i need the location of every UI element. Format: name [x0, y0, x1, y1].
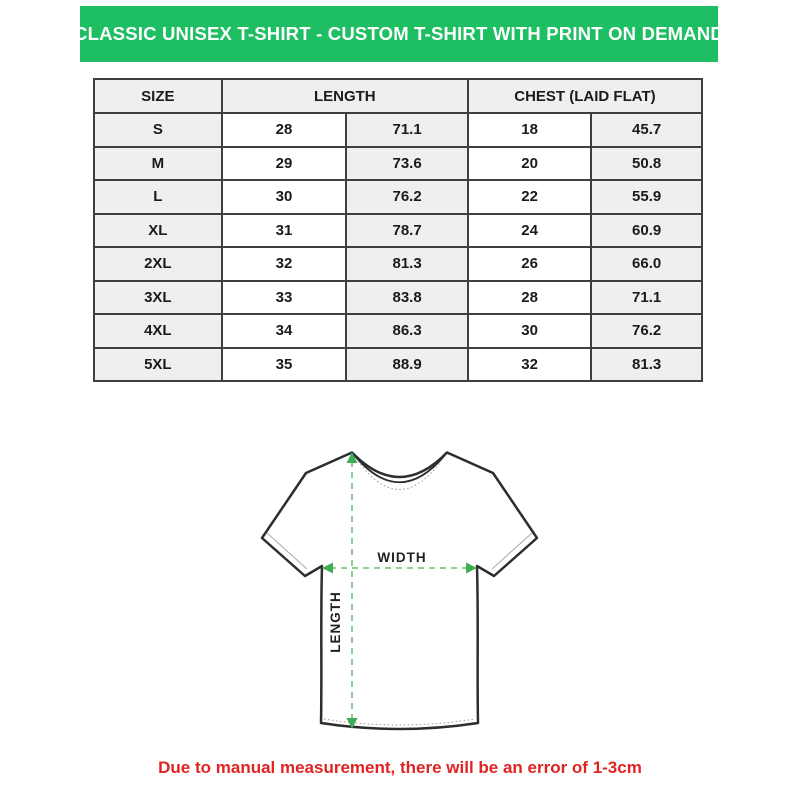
length-in-cell: 34: [222, 314, 347, 348]
table-header-row: [94, 79, 702, 113]
chest-in-cell: 30: [468, 314, 591, 348]
chest-cm-cell: 76.2: [591, 314, 702, 348]
size-table: [93, 78, 703, 382]
table-row: [94, 180, 702, 214]
tshirt-measurement-diagram: [250, 438, 550, 738]
size-cell: S: [94, 113, 222, 147]
table-row: [94, 281, 702, 315]
length-in-cell: 32: [222, 247, 347, 281]
chest-in-cell: 28: [468, 281, 591, 315]
chest-in-cell: 26: [468, 247, 591, 281]
size-cell: XL: [94, 214, 222, 248]
length-cm-cell: 78.7: [346, 214, 468, 248]
chest-cm-cell: 50.8: [591, 147, 702, 181]
size-cell: 5XL: [94, 348, 222, 382]
length-in-cell: 30: [222, 180, 347, 214]
length-cm-cell: 83.8: [346, 281, 468, 315]
chest-in-cell: 18: [468, 113, 591, 147]
size-cell: 4XL: [94, 314, 222, 348]
page-title: CLASSIC UNISEX T-SHIRT - CUSTOM T-SHIRT WITH PRINT ON DEMAND: [74, 23, 724, 44]
chest-in-cell: 22: [468, 180, 591, 214]
length-cm-cell: 88.9: [346, 348, 468, 382]
length-cm-cell: 86.3: [346, 314, 468, 348]
length-cm-cell: 81.3: [346, 247, 468, 281]
length-cm-cell: 73.6: [346, 147, 468, 181]
table-row: [94, 147, 702, 181]
col-header-length: LENGTH: [222, 79, 468, 113]
size-cell: 2XL: [94, 247, 222, 281]
table-row: [94, 247, 702, 281]
length-cm-cell: 71.1: [346, 113, 468, 147]
size-cell: L: [94, 180, 222, 214]
col-header-size: SIZE: [94, 79, 222, 113]
col-header-chest: CHEST (LAID FLAT): [468, 79, 702, 113]
table-row: [94, 314, 702, 348]
chest-cm-cell: 66.0: [591, 247, 702, 281]
tshirt-outline-icon: [250, 438, 550, 738]
size-cell: M: [94, 147, 222, 181]
length-in-cell: 28: [222, 113, 347, 147]
table-row: [94, 113, 702, 147]
chest-in-cell: 32: [468, 348, 591, 382]
chest-cm-cell: 45.7: [591, 113, 702, 147]
chest-in-cell: 20: [468, 147, 591, 181]
title-banner: [74, 6, 724, 62]
length-in-cell: 31: [222, 214, 347, 248]
length-cm-cell: 76.2: [346, 180, 468, 214]
chest-cm-cell: 60.9: [591, 214, 702, 248]
chest-in-cell: 24: [468, 214, 591, 248]
chest-cm-cell: 81.3: [591, 348, 702, 382]
chest-cm-cell: 55.9: [591, 180, 702, 214]
measurement-note: Due to manual measurement, there will be an error of 1-3cm: [158, 758, 642, 777]
table-row: [94, 214, 702, 248]
length-in-cell: 35: [222, 348, 347, 382]
width-label: WIDTH: [377, 550, 427, 565]
size-cell: 3XL: [94, 281, 222, 315]
length-in-cell: 29: [222, 147, 347, 181]
chest-cm-cell: 71.1: [591, 281, 702, 315]
length-label: LENGTH: [328, 591, 343, 653]
table-row: [94, 348, 702, 382]
length-in-cell: 33: [222, 281, 347, 315]
